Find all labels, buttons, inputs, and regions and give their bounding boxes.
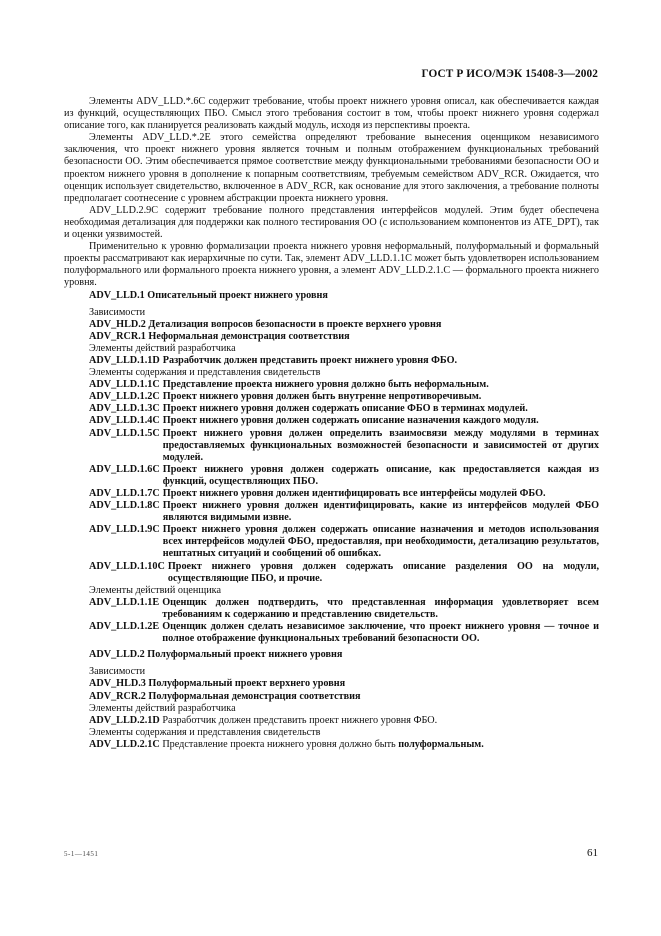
requirement-text: Проект нижнего уровня должен быть внутренне непротиворечивым. <box>162 391 482 403</box>
requirement-element <box>64 597 599 621</box>
paragraph-3: ADV_LLD.2.9C содержит требование полного представления интерфейсов модулей. Этим будет обеспечена необходимая детализация для поддержки как полного тестирования ОО (с использованием компонентов из ATE_DPT), так и оценки уязвимостей. <box>64 204 599 241</box>
requirement-code: ADV_LLD.1.7C <box>89 488 160 499</box>
requirement-emphasis: полуформальным. <box>398 738 484 750</box>
requirement-element <box>64 428 599 464</box>
page-body <box>64 96 599 751</box>
paragraph-2: Элементы ADV_LLD.*.2E этого семейства определяют требование вынесения оценщиком независимого заключения, что проект нижнего уровня является точным и полным отображением функциональных требований безопасности ОО. Этим обеспечивается прямое соответствие между функциональными требованиями безопасности ОО и проектом нижнего уровня в дополнение к попарным соответствиям, требуемым семейством ADV_RCR. Ожидается, что оценщик использует свидетельство, включенное в ADV_RCR, как основание для этого заключения, а требование полноты предполагает соотнесение с уровнем абстракции проекта нижнего уровня. <box>64 132 599 204</box>
paragraph-1: Элементы ADV_LLD.*.6C содержит требование, чтобы проект нижнего уровня описал, как обеспечивается каждая из функций, осуществляющих ПБО. Смысл этого требования состоит в том, чтобы проект нижнего уровня содержал описание того, как планируется реализовать каждый модуль, исходя из перспективы проекта. <box>64 96 599 132</box>
requirement-element <box>64 561 599 585</box>
requirement-text: Проект нижнего уровня должен идентифицировать, какие из интерфейсов модулей ФБО являются видимыми извне. <box>162 500 599 524</box>
requirement-code: ADV_LLD.1.3C <box>89 403 160 415</box>
content-elements-label: Элементы содержания и представления свидетельств <box>89 726 321 738</box>
requirement-element <box>64 715 599 727</box>
requirement-element <box>64 355 599 367</box>
requirement-text: Проект нижнего уровня должен содержать описание, как предоставляется каждая из функций, осуществляющих ПБО. <box>162 463 599 487</box>
requirement-code: ADV_LLD.1.2C <box>89 391 160 403</box>
requirement-text: Разработчик должен представить проект нижнего уровня ФБО. <box>162 354 458 366</box>
requirement-code: ADV_LLD.1.1E <box>89 596 160 608</box>
requirement-element <box>64 488 599 500</box>
requirement-code: ADV_LLD.2.1D <box>89 714 160 726</box>
dependencies-label: Зависимости <box>89 666 146 678</box>
requirement-code: ADV_LLD.1.6C <box>89 463 160 475</box>
evaluator-actions-label: Элементы действий оценщика <box>89 584 221 596</box>
paragraph-4: Применительно к уровню формализации проекта нижнего уровня неформальный, полуформальный и формальный проекты рассматривают как иерархичные по сути. Так, элемент ADV_LLD.1.1C может быть удовлетворен использованием полуформального или формального проекта нижнего уровня, а элемент ADV_LLD.2.1.C — формального проекта нижнего уровня. <box>64 241 600 289</box>
standard-header: ГОСТ Р ИСО/МЭК 15408-3—2002 <box>421 68 598 80</box>
requirement-text: Проект нижнего уровня должен содержать описание назначения и методов использования всех интерфейсов модулей ФБО, предоставляя, при необходимости, детализацию результатов, нештатных ситуаций и сообщений об ошибках. <box>162 524 599 560</box>
requirement-text: Оценщик должен подтвердить, что представленная информация удовлетворяет всем требованиям к содержанию и представлению свидетельств. <box>162 596 599 620</box>
requirement-element <box>64 621 599 645</box>
developer-actions-label: Элементы действий разработчика <box>89 702 236 714</box>
component-title: ADV_LLD.2 Полуформальный проект нижнего уровня <box>89 649 343 661</box>
requirement-text: Разработчик должен представить проект нижнего уровня ФБО. <box>162 714 438 726</box>
requirement-element <box>64 403 599 415</box>
requirement-text: Проект нижнего уровня должен содержать описание ФБО в терминах модулей. <box>162 403 528 415</box>
requirement-code: ADV_LLD.1.1C <box>89 379 160 391</box>
content-elements-label: Элементы содержания и представления свидетельств <box>89 367 321 379</box>
requirement-element <box>64 415 599 427</box>
sheet-number: 5-1—1451 <box>64 850 99 858</box>
requirement-code: ADV_LLD.1.2E <box>89 621 160 633</box>
requirement-code: ADV_LLD.1.9C <box>89 524 160 536</box>
requirement-text: Проект нижнего уровня должен определить взаимосвязи между модулями в терминах предоставляемых функциональных возможностей безопасности и зависимостей от других модулей. <box>162 427 599 463</box>
dependency-item: ADV_HLD.2 Детализация вопросов безопасности в проекте верхнего уровня <box>89 318 442 330</box>
requirement-element <box>64 524 599 560</box>
requirement-element <box>64 464 599 488</box>
requirement-text: Представление проекта нижнего уровня должно быть <box>162 738 396 750</box>
dependencies-label: Зависимости <box>89 306 146 318</box>
requirement-element <box>64 379 599 391</box>
requirement-text: Проект нижнего уровня должен содержать описание назначения каждого модуля. <box>162 415 539 427</box>
component-title: ADV_LLD.1 Описательный проект нижнего уровня <box>89 289 328 301</box>
requirement-code: ADV_LLD.1.8C <box>89 500 160 512</box>
requirement-text: Представление проекта нижнего уровня должно быть неформальным. <box>162 379 489 391</box>
requirement-text: Оценщик должен сделать независимое заключение, что проект нижнего уровня — точное и полное отображение функциональных требований безопасности ОО. <box>162 621 599 645</box>
developer-actions-label: Элементы действий разработчика <box>89 342 236 354</box>
requirement-text: Проект нижнего уровня должен содержать описание разделения ОО на модули, осуществляющие ПБО, и прочие. <box>167 560 599 584</box>
requirement-element <box>64 739 599 751</box>
requirement-code: ADV_LLD.1.4C <box>89 415 160 427</box>
requirement-text: Проект нижнего уровня должен идентифицировать все интерфейсы модулей ФБО. <box>162 488 546 499</box>
dependency-item: ADV_RCR.1 Неформальная демонстрация соответствия <box>89 330 350 342</box>
requirement-code: ADV_LLD.2.1C <box>89 738 160 750</box>
requirement-code: ADV_LLD.1.10C <box>89 560 165 572</box>
dependency-item: ADV_RCR.2 Полуформальная демонстрация соответствия <box>89 690 361 702</box>
requirement-element <box>64 391 599 403</box>
requirement-element <box>64 500 599 524</box>
page-number: 61 <box>587 847 598 859</box>
requirement-code: ADV_LLD.1.5C <box>89 427 160 439</box>
requirement-code: ADV_LLD.1.1D <box>89 354 160 366</box>
dependency-item: ADV_HLD.3 Полуформальный проект верхнего уровня <box>89 678 346 690</box>
